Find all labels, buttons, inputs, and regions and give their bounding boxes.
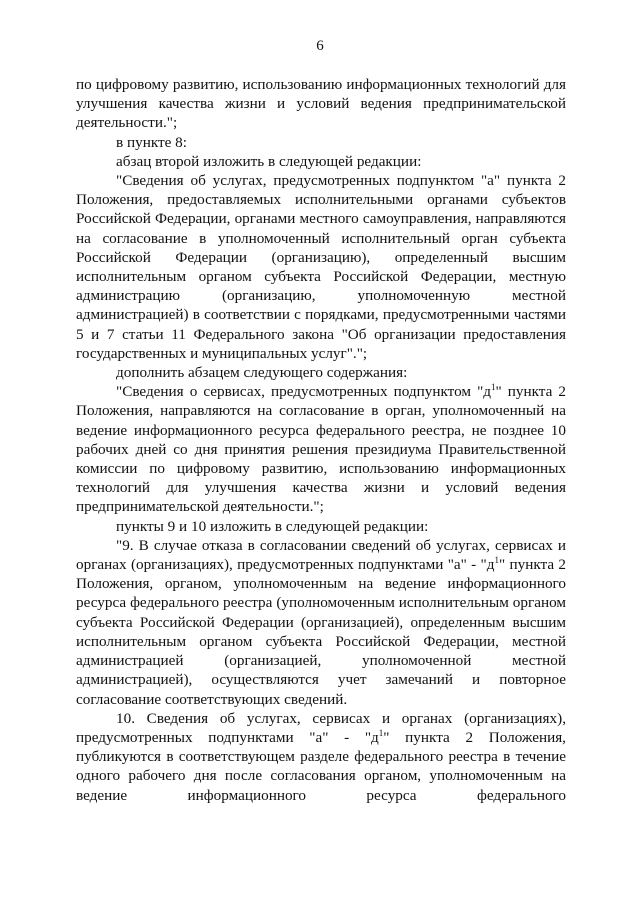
paragraph: [76, 382, 566, 516]
page-number: 6: [316, 38, 324, 54]
paragraph-text: абзац второй изложить в следующей редакции:: [116, 152, 422, 170]
paragraph-text: "Сведения об услугах, предусмотренных подпунктом "а" пункта 2 Положения, предоставляемых исполнительными органами субъектов Российской Федерации, органами местного самоуправления, направляются на согласование в уполномоченный исполнительный орган субъекта Российской Федерации (организацию), определенный высшим исполнительным органом субъекта Российской Федерации, местную администрацию (организацию, уполномоченную местной администрацией) в соответствии с порядками, предусмотренными частями 5 и 7 статьи 11 Федерального закона "Об организации предоставления государственных и муниципальных услуг".";: [76, 172, 566, 362]
paragraph: [76, 536, 566, 709]
paragraph: [76, 152, 566, 171]
paragraph-text: по цифровому развитию, использованию информационных технологий для улучшения качества жизни и условий ведения предпринимательской деятельности.";: [76, 76, 566, 132]
paragraph: [76, 363, 566, 382]
paragraph-text: пункты 9 и 10 изложить в следующей редакции:: [116, 517, 429, 535]
paragraph-text: " пункта 2 Положения, органом, уполномоченным на ведение информационного ресурса федерального реестра (уполномоченным исполнительным органом субъекта Российской Федерации (организацией), определенным высшим исполнительным органом субъекта Российской Федерации, местной администрацией (организацией, уполномоченной местной администрацией), осуществляются учет замечаний и повторное согласование соответствующих сведений.: [76, 556, 566, 708]
document-body: [76, 75, 566, 805]
paragraph: [76, 133, 566, 152]
paragraph-text: "9. В случае отказа в согласовании сведений об услугах, сервисах и органах (организациях), предусмотренных подпунктами "а" - "д: [76, 536, 566, 574]
paragraph-text: " пункта 2 Положения, публикуются в соответствующем разделе федерального реестра в течение одного рабочего дня после согласования органом, уполномоченным на ведение информационного ресурса федерального: [76, 728, 566, 804]
paragraph: [76, 517, 566, 536]
superscript: 1: [378, 727, 384, 738]
paragraph: [76, 709, 566, 805]
paragraph-text: дополнить абзацем следующего содержания:: [116, 364, 408, 382]
superscript: 1: [494, 555, 499, 566]
paragraph: [76, 75, 566, 133]
paragraph-text: 10. Сведения об услугах, сервисах и органах (организациях), предусмотренных подпунктами "а" - "д: [76, 709, 566, 746]
paragraph-text: "Сведения о сервисах, предусмотренных подпунктом "д: [116, 383, 491, 401]
superscript: 1: [491, 382, 496, 393]
paragraph-text: " пункта 2 Положения, направляются на согласование в орган, уполномоченный на ведение информационного ресурса федерального реестра, не позднее 10 рабочих дней со дня принятия решения президиума Правительственной комиссии по цифровому развитию, использованию информационных технологий для улучшения качества жизни и условий ведения предпринимательской деятельности.";: [76, 383, 566, 516]
paragraph-text: в пункте 8:: [116, 133, 187, 151]
paragraph: [76, 171, 566, 363]
